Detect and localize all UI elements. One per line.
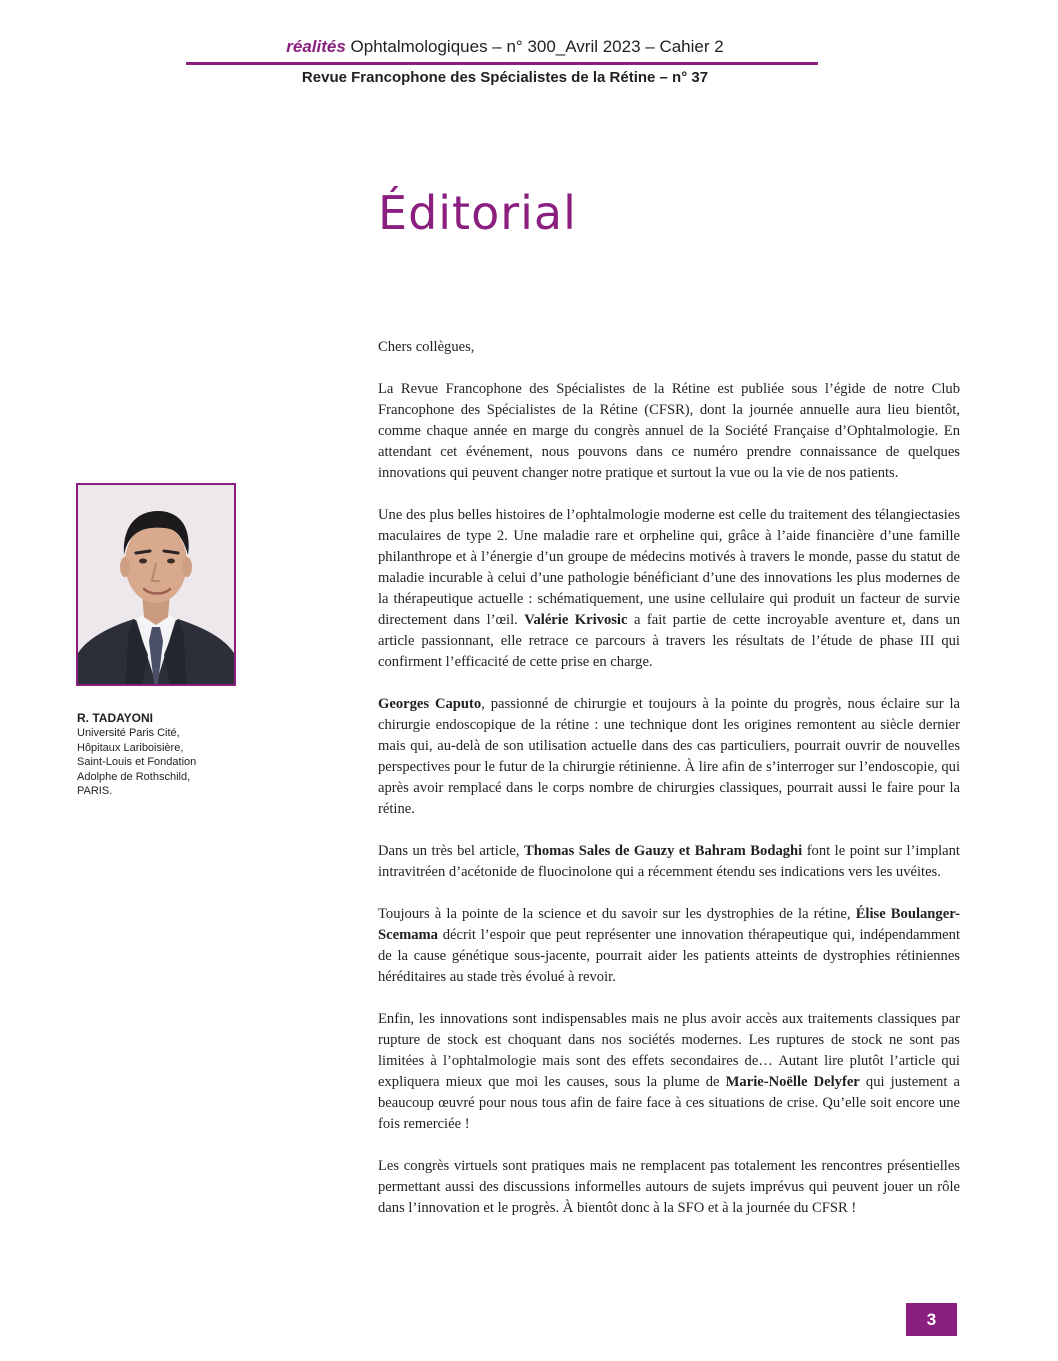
paragraph-text: qui justement a beaucoup œuvré pour nous tous afin de faire face à ces situations de crise. Qu’elle soit encore une fois remerciée ! bbox=[378, 1074, 960, 1132]
paragraph-endoscopy bbox=[378, 694, 960, 820]
contributor-name: Élise Boulanger-Scemama bbox=[378, 906, 960, 943]
paragraph-text: Une des plus belles histoires de l’ophtalmologie moderne est celle du traitement des télangiectasies maculaires de type 2. Une maladie rare et orpheline qui, grâce à l’aide financière d’une famille philanthrope et à l’énergie d’un groupe de médecins motivés à travers le monde, passe du statut de maladie incurable à celui d’une pathologie bénéficiant d’une des innovations les plus modernes de la thérapeutique actuelle : schématiquement, une usine cellulaire qui produit un facteur de survie directement dans l’œil. bbox=[378, 507, 960, 628]
greeting: Chers collègues, bbox=[378, 339, 475, 355]
author-affiliation-line: Saint-Louis et Fondation bbox=[77, 756, 197, 768]
paragraph-text: Toujours à la pointe de la science et du savoir sur les dystrophies de la rétine, bbox=[378, 906, 856, 922]
paragraph-text: , passionné de chirurgie et toujours à la pointe du progrès, nous éclaire sur la chirurgie endoscopique de la rétine : une technique dont les origines remontent au siècle dernier mais qui, au-delà de son utilisation actuelle dans des cas particuliers, pourrait ouvrir de nouvelles perspectives pour le futur de la chirurgie rétinienne. À lire afin de s’interroger sur l’endoscopie, qui après avoir remplacé dans le corps nombre de chirurgies classiques, pourrait aussi le faire pour la rétine. bbox=[378, 696, 960, 817]
paragraph-closing: Les congrès virtuels sont pratiques mais ne remplacent pas totalement les rencontres présentielles permettant aussi des discussions informelles autours de sujets imprévus qui peuvent jouer un rôle dans l’innovation et le progrès. À bientôt donc à la SFO et à la journée du CFSR ! bbox=[378, 1158, 960, 1216]
paragraph-text: Dans un très bel article, bbox=[378, 843, 524, 859]
paragraph-text: font le point sur l’implant intravitréen d’acétonide de fluocinolone qui a récemment étendu ses indications vers les uvéites. bbox=[378, 843, 960, 880]
contributor-name: Georges Caputo bbox=[378, 696, 482, 712]
header-divider bbox=[186, 62, 818, 65]
paragraph-uveitis bbox=[378, 841, 960, 883]
contributor-name: Valérie Krivosic bbox=[524, 612, 628, 628]
paragraph-mactel bbox=[378, 505, 960, 673]
author-affiliation-line: Hôpitaux Lariboisière, bbox=[77, 741, 184, 754]
page-title: Éditorial bbox=[378, 186, 577, 240]
paragraph-intro: La Revue Francophone des Spécialistes de la Rétine est publiée sous l’égide de notre Club Francophone des Spécialistes de la Rétine (CFSR), dont la journée annuelle aura lieu bientôt, comme chaque année en marge du congrès annuel de la Société Française d’Ophtalmologie. En attendant cet événement, nous pouvons dans ce numéro prendre connaissance de quelques innovations qui peuvent changer notre pratique et surtout la vue ou la vie de nos patients. bbox=[378, 381, 960, 481]
paragraph-text: Enfin, les innovations sont indispensables mais ne plus avoir accès aux traitements classiques par rupture de stock est choquant dans nos sociétés modernes. Les ruptures de stock ne sont pas limitées à l’ophtalmologie mais sont des effets secondaires de… Autant lire plutôt l’article qui expliquera mieux que moi les causes, sous la plume de bbox=[378, 1011, 960, 1090]
journal-brand: réalités bbox=[286, 37, 346, 56]
paragraph-shortages bbox=[378, 1009, 960, 1135]
journal-issue: Ophtalmologiques – n° 300_Avril 2023 – Cahier 2 bbox=[345, 37, 724, 56]
paragraph-text: décrit l’espoir que peut représenter une innovation thérapeutique qui, indépendamment de la cause génétique sous-jacente, pourrait aider les patients atteints de dystrophies rétiniennes héréditaires au stade très évolué à revoir. bbox=[378, 927, 960, 985]
paragraph-dystrophies bbox=[378, 904, 960, 988]
journal-subtitle: Revue Francophone des Spécialistes de la Rétine – n° 37 bbox=[301, 69, 709, 86]
author-block bbox=[77, 711, 277, 799]
contributor-name: Thomas Sales de Gauzy et Bahram Bodaghi bbox=[523, 843, 803, 859]
portrait-illustration bbox=[78, 485, 234, 684]
author-name: R. TADAYONI bbox=[77, 711, 154, 725]
contributor-name: Marie-Noëlle Delyfer bbox=[725, 1074, 860, 1090]
author-photo bbox=[76, 483, 236, 686]
author-affiliation-line: Adolphe de Rothschild, bbox=[77, 770, 191, 783]
editorial-body bbox=[378, 337, 960, 1240]
paragraph-text: a fait partie de cette incroyable aventure et, dans un article passionnant, elle retrace ce parcours à travers les résultats de l’étude de phase III qui confirment l’efficacité de cette prise en charge. bbox=[378, 612, 961, 670]
author-affiliation-line: Université Paris Cité, bbox=[77, 727, 180, 739]
journal-header bbox=[190, 36, 820, 58]
page-number: 3 bbox=[906, 1303, 957, 1336]
author-affiliation-line: PARIS. bbox=[77, 785, 113, 797]
